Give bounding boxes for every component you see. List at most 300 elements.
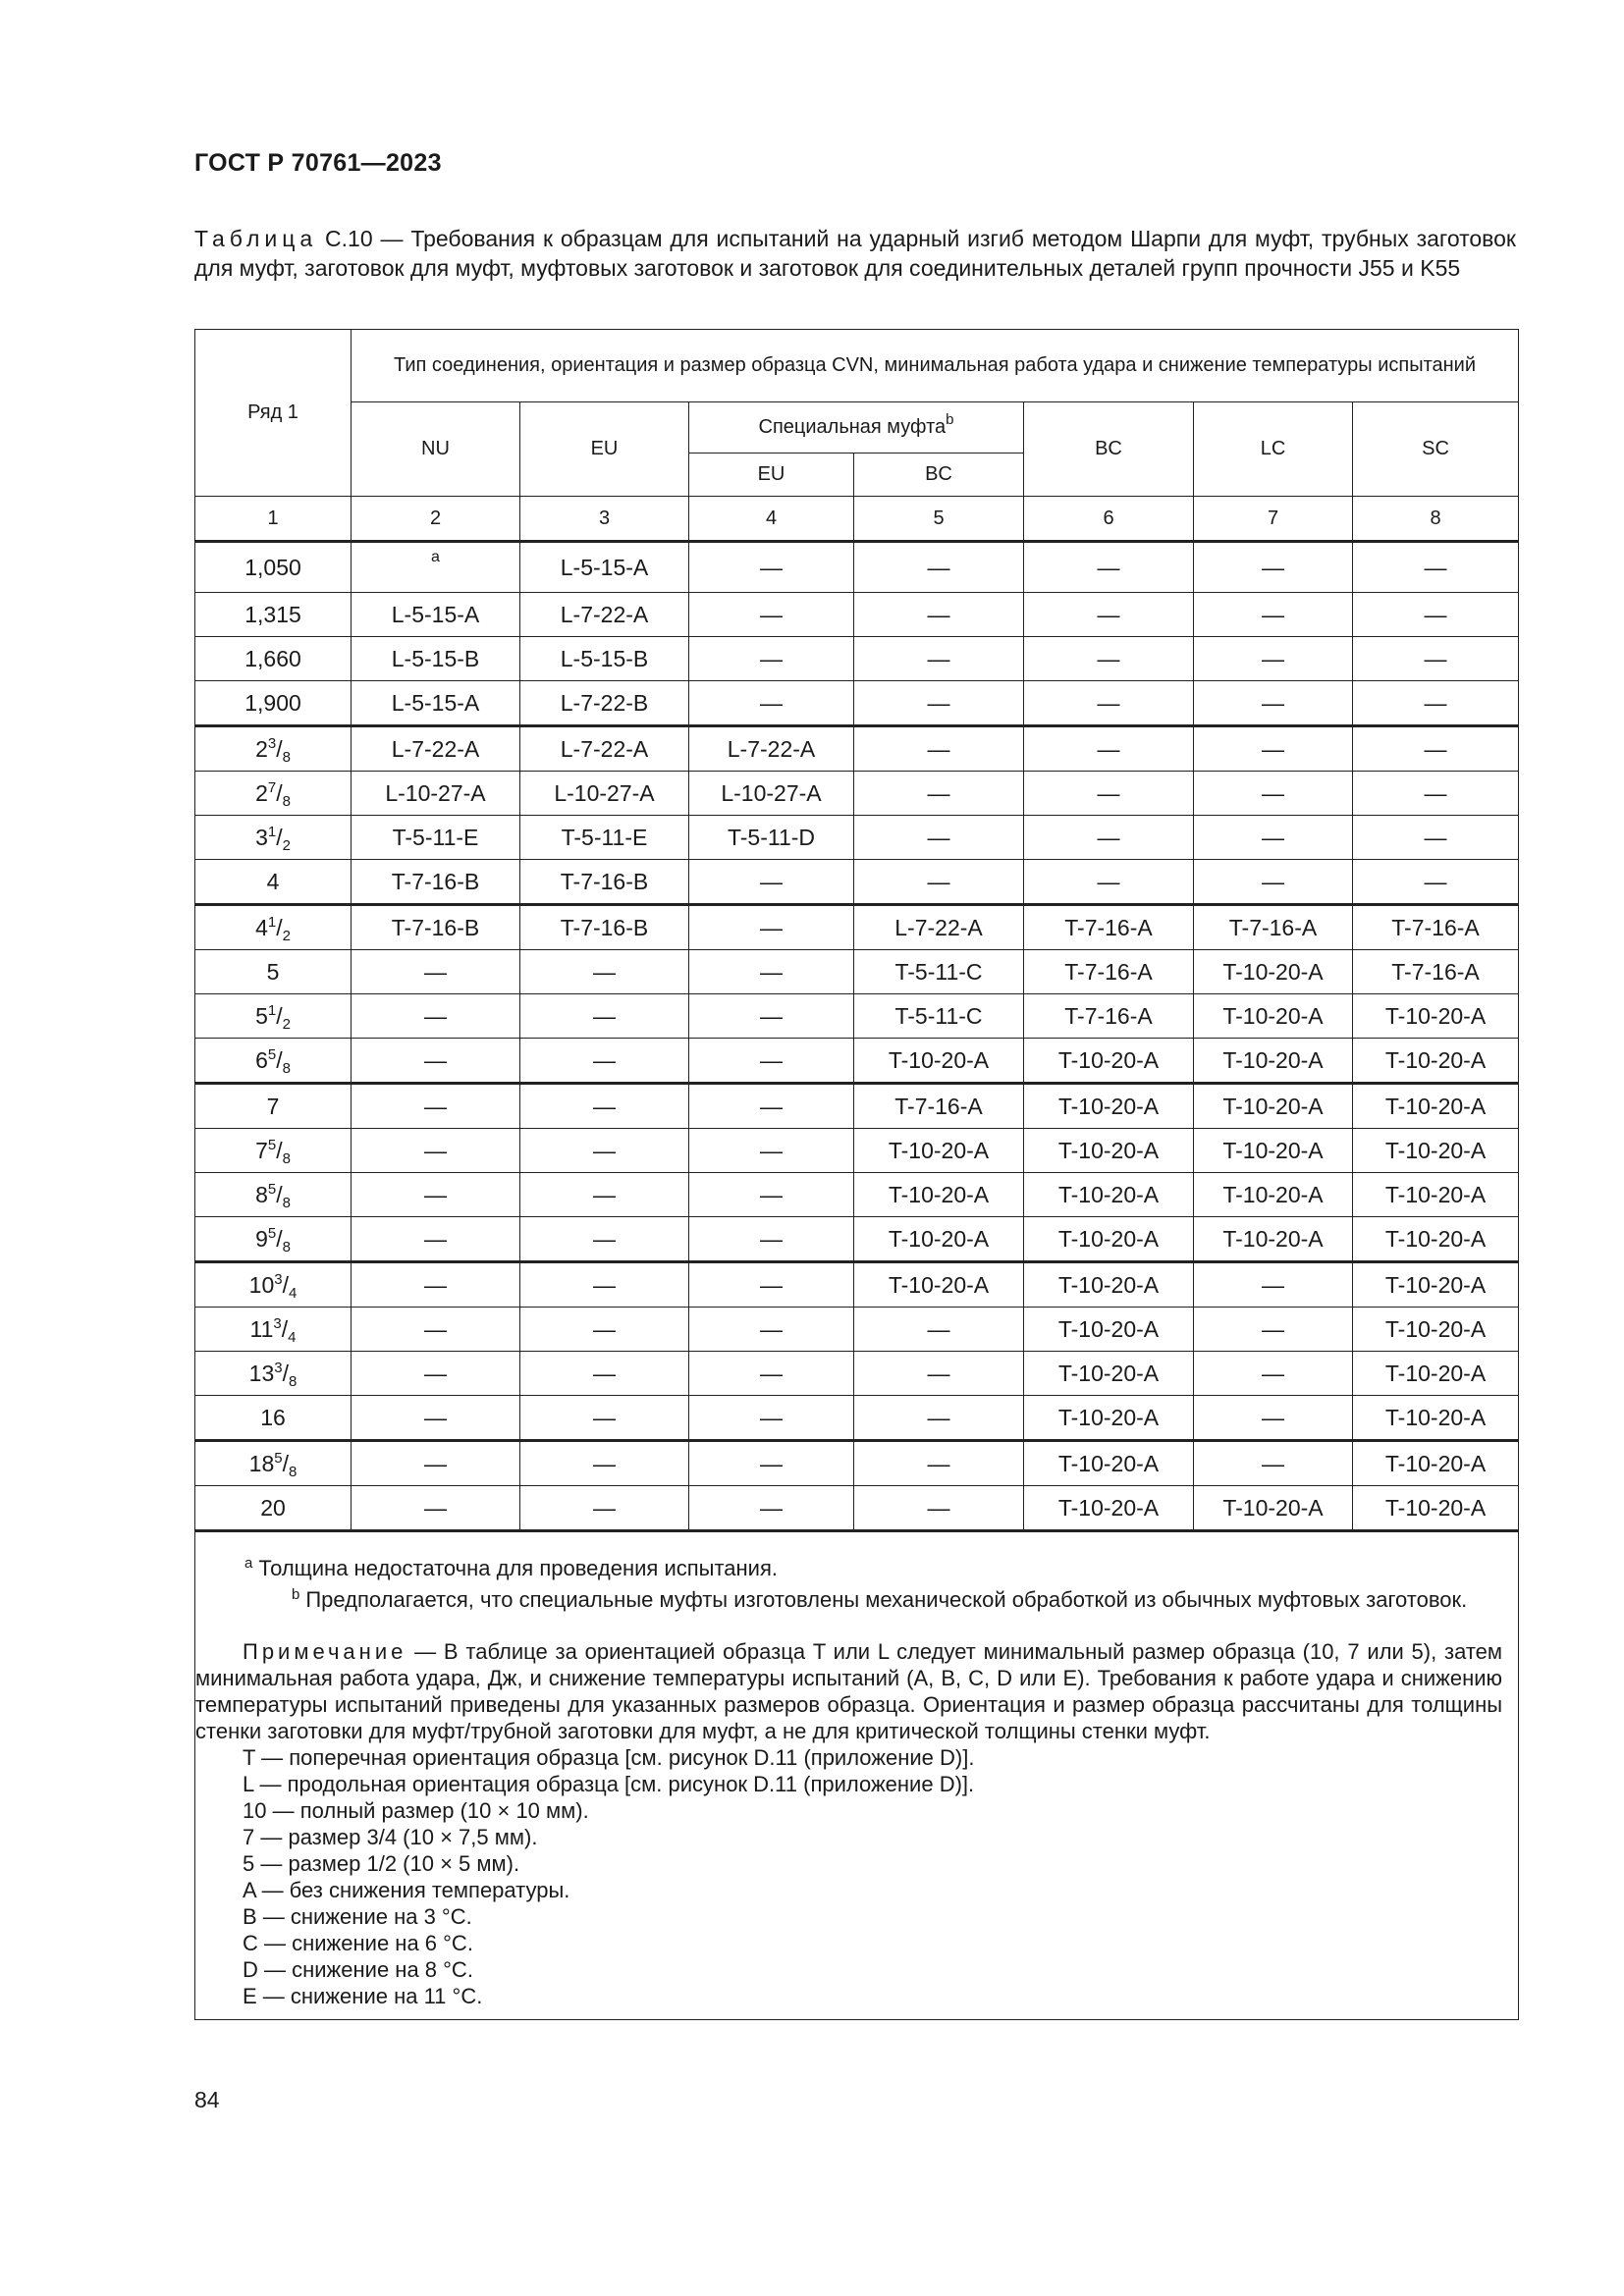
value-cell: — [854, 1308, 1024, 1352]
value-cell: L-7-22-A [689, 726, 854, 772]
column-number: 1 [195, 497, 352, 542]
value-cell: T-7-16-A [1024, 994, 1194, 1039]
col-header-nu: NU [352, 402, 520, 497]
size-whole: 4 [255, 914, 268, 940]
table-row [195, 860, 1519, 905]
requirements-table [194, 329, 1519, 2020]
table-row [195, 1173, 1519, 1217]
size-whole: 1,315 [244, 601, 301, 627]
legend-item: D — снижение на 8 °C. [243, 1957, 473, 1982]
col-header-special [689, 402, 1024, 454]
size-whole: 11 [249, 1315, 274, 1342]
value-cell: — [689, 1396, 854, 1441]
col-header-special-bc: BC [854, 454, 1024, 497]
value-cell: — [689, 1486, 854, 1531]
value-cell: — [1024, 637, 1194, 681]
table-row [195, 772, 1519, 816]
value-cell: L-5-15-A [520, 542, 689, 593]
table-row [195, 994, 1519, 1039]
value-cell: T-7-16-B [352, 905, 520, 950]
size-denominator: 8 [282, 748, 291, 766]
size-whole: 8 [255, 1181, 268, 1207]
value-cell: — [689, 1352, 854, 1396]
size-denominator: 8 [282, 1149, 291, 1167]
table-row [195, 1441, 1519, 1486]
value-cell: — [352, 1217, 520, 1262]
value-cell: T-10-20-A [854, 1173, 1024, 1217]
table-row [195, 1308, 1519, 1352]
value-cell: T-5-11-D [689, 816, 854, 860]
value-cell: T-5-11-E [520, 816, 689, 860]
value-cell: T-10-20-A [1024, 1486, 1194, 1531]
value-cell: T-10-20-A [1024, 1396, 1194, 1441]
size-cell [195, 1084, 352, 1129]
size-whole: 16 [260, 1404, 286, 1430]
size-cell [195, 772, 352, 816]
value-cell: — [1194, 1352, 1353, 1396]
size-cell [195, 542, 352, 593]
value-cell: — [854, 772, 1024, 816]
value-cell: T-10-20-A [1194, 1129, 1353, 1173]
value-cell: T-7-16-A [1194, 905, 1353, 950]
value-cell: — [854, 593, 1024, 637]
size-denominator: 8 [282, 1238, 291, 1255]
value-cell: — [1353, 593, 1519, 637]
value-cell: T-10-20-A [1024, 1039, 1194, 1084]
table-row [195, 905, 1519, 950]
value-cell: — [1024, 593, 1194, 637]
fraction-slash: / [282, 1450, 289, 1476]
size-numerator: 1 [267, 1001, 277, 1019]
special-label: Специальная муфта [758, 416, 947, 438]
value-cell: — [689, 1262, 854, 1308]
value-cell: — [520, 1129, 689, 1173]
size-whole: 5 [266, 958, 280, 985]
value-cell: — [1353, 860, 1519, 905]
size-numerator: 3 [274, 1359, 283, 1376]
legend-item: 5 — размер 1/2 (10 × 5 мм). [243, 1851, 520, 1876]
value-cell: — [1194, 772, 1353, 816]
table-row [195, 816, 1519, 860]
size-numerator: 5 [274, 1449, 283, 1467]
value-cell: — [689, 1441, 854, 1486]
size-whole: 3 [255, 824, 268, 850]
value-cell: T-10-20-A [1353, 1129, 1519, 1173]
value-cell: — [352, 1308, 520, 1352]
table-row [195, 950, 1519, 994]
value-cell: — [1194, 542, 1353, 593]
size-whole: 4 [266, 868, 280, 894]
col-header-lc: LC [1194, 402, 1353, 497]
value-cell: T-10-20-A [1024, 1262, 1194, 1308]
size-whole: 9 [255, 1225, 268, 1252]
value-cell: L-5-15-A [352, 593, 520, 637]
size-denominator: 2 [282, 836, 291, 854]
value-cell: — [520, 1441, 689, 1486]
value-cell: — [1194, 637, 1353, 681]
value-cell: L-7-22-A [520, 726, 689, 772]
page-number: 84 [194, 2087, 220, 2112]
legend-item: T — поперечная ориентация образца [см. рисунок D.11 (приложение D)]. [243, 1745, 975, 1770]
col-header-sc: SC [1353, 402, 1519, 497]
fraction-slash: / [282, 1360, 289, 1386]
size-cell [195, 1308, 352, 1352]
footnote-b-text: Предполагается, что специальные муфты изготовлены механической обработкой из обычных муфтовых заготовок. [305, 1587, 1468, 1612]
value-cell: — [854, 726, 1024, 772]
value-cell: T-10-20-A [1024, 1084, 1194, 1129]
col-header-special-eu: EU [689, 454, 854, 497]
value-cell: — [854, 1486, 1024, 1531]
size-cell [195, 1039, 352, 1084]
value-cell: — [520, 1039, 689, 1084]
value-cell: T-10-20-A [1024, 1173, 1194, 1217]
table-row [195, 726, 1519, 772]
value-cell: L-7-22-A [352, 726, 520, 772]
value-cell: T-10-20-A [1194, 1173, 1353, 1217]
size-whole: 5 [255, 1002, 268, 1029]
value-cell: T-10-20-A [1194, 950, 1353, 994]
value-cell: T-10-20-A [854, 1262, 1024, 1308]
value-cell: T-7-16-B [352, 860, 520, 905]
footnote-b-mark: b [292, 1586, 300, 1603]
value-cell: T-10-20-A [1024, 1441, 1194, 1486]
value-cell: — [520, 1217, 689, 1262]
value-cell: T-10-20-A [1194, 1217, 1353, 1262]
size-whole: 18 [248, 1450, 275, 1476]
table-caption [194, 224, 1516, 283]
size-numerator: 7 [267, 778, 277, 796]
value-cell: T-7-16-A [1024, 950, 1194, 994]
value-cell: — [520, 1352, 689, 1396]
value-cell: T-5-11-C [854, 950, 1024, 994]
value-cell: — [1194, 681, 1353, 726]
size-denominator: 8 [282, 1194, 291, 1211]
value-cell: — [1194, 1441, 1353, 1486]
value-cell: — [352, 1129, 520, 1173]
size-numerator: 3 [274, 1270, 283, 1288]
note-text: — В таблице за ориентацией образца T или L следует минимальный размер образца (10, 7 или 5), затем минимальная работа удара, Дж, и снижение температуры испытаний (A, B, C, D или E). Требования к работе удара и снижению температуры испытаний приведены для указанных размеров образца. Ориентация и размер образца рассчитаны для толщины стенки заготовки для муфт/трубной заготовки для муфт, а не для критической толщины стенки муфт. [195, 1639, 1503, 1743]
size-whole: 2 [255, 779, 268, 806]
value-cell: — [1024, 726, 1194, 772]
fraction-slash: / [276, 779, 283, 806]
legend-item: B — снижение на 3 °C. [243, 1904, 472, 1929]
table-row [195, 1486, 1519, 1531]
value-cell: — [1353, 542, 1519, 593]
footnote-a [243, 1550, 1502, 1581]
size-denominator: 4 [288, 1328, 297, 1346]
value-cell: T-5-11-E [352, 816, 520, 860]
value-cell: T-7-16-A [1353, 950, 1519, 994]
column-number: 7 [1194, 497, 1353, 542]
value-cell: — [689, 593, 854, 637]
value-cell: T-10-20-A [1353, 1396, 1519, 1441]
legend-list [243, 1744, 1502, 2009]
span-header-cell: Тип соединения, ориентация и размер образца CVN, минимальная работа удара и снижение температуры испытаний [352, 330, 1519, 402]
footnote-b [195, 1581, 1502, 1613]
special-footnote-mark: b [946, 411, 954, 428]
value-cell: T-10-20-A [1353, 1262, 1519, 1308]
value-cell: — [854, 542, 1024, 593]
value-cell: T-10-20-A [1024, 1129, 1194, 1173]
value-cell: L-5-15-A [352, 681, 520, 726]
value-cell: — [1024, 542, 1194, 593]
value-cell: — [1024, 681, 1194, 726]
legend-item: 7 — размер 3/4 (10 × 7,5 мм). [243, 1825, 538, 1849]
size-numerator: 5 [267, 1045, 277, 1063]
legend-item: L — продольная ориентация образца [см. рисунок D.11 (приложение D)]. [243, 1772, 975, 1796]
size-denominator: 2 [282, 927, 291, 944]
size-cell [195, 726, 352, 772]
size-whole: 7 [266, 1093, 280, 1119]
value-cell: L-7-22-A [854, 905, 1024, 950]
value-cell: — [1194, 860, 1353, 905]
value-cell: — [854, 1441, 1024, 1486]
value-cell: — [854, 816, 1024, 860]
fraction-slash: / [276, 1225, 283, 1252]
table-body [195, 542, 1519, 1531]
value-cell: — [352, 994, 520, 1039]
size-cell [195, 1352, 352, 1396]
size-whole: 13 [248, 1360, 275, 1386]
size-whole: 1,900 [244, 689, 301, 716]
value-cell: — [689, 1084, 854, 1129]
value-cell: — [1194, 1308, 1353, 1352]
size-denominator: 8 [282, 1059, 291, 1077]
value-cell: — [689, 1129, 854, 1173]
fraction-slash: / [281, 1315, 289, 1342]
value-cell: — [520, 994, 689, 1039]
value-cell: — [689, 1217, 854, 1262]
value-cell: — [352, 1396, 520, 1441]
size-cell [195, 860, 352, 905]
value-cell: L-10-27-A [520, 772, 689, 816]
value-cell: — [854, 637, 1024, 681]
size-denominator: 8 [288, 1463, 298, 1480]
table-row [195, 1217, 1519, 1262]
value-cell: — [1194, 1262, 1353, 1308]
value-cell: — [352, 1039, 520, 1084]
value-cell: — [689, 637, 854, 681]
table-footnotes [195, 1531, 1519, 2020]
size-numerator: 1 [267, 913, 277, 931]
value-cell: T-10-20-A [1353, 1486, 1519, 1531]
table-row [195, 1039, 1519, 1084]
value-cell: — [1024, 816, 1194, 860]
size-whole: 2 [255, 735, 268, 762]
value-cell: — [689, 542, 854, 593]
fraction-slash: / [276, 914, 283, 940]
value-cell: — [352, 1262, 520, 1308]
value-cell: — [520, 1173, 689, 1217]
size-denominator: 8 [282, 792, 291, 810]
value-cell: — [520, 1262, 689, 1308]
value-cell: T-7-16-A [854, 1084, 1024, 1129]
value-cell: T-10-20-A [1024, 1308, 1194, 1352]
value-cell: T-5-11-C [854, 994, 1024, 1039]
size-cell [195, 593, 352, 637]
size-whole: 1,050 [244, 554, 301, 580]
value-cell: T-10-20-A [1353, 1352, 1519, 1396]
value-cell: — [520, 1396, 689, 1441]
value-cell: T-7-16-B [520, 905, 689, 950]
value-cell: — [1353, 637, 1519, 681]
size-numerator: 5 [267, 1224, 277, 1242]
value-cell: L-5-15-B [352, 637, 520, 681]
legend-item: E — снижение на 11 °C. [243, 1984, 483, 2008]
column-number: 4 [689, 497, 854, 542]
value-cell: — [854, 1396, 1024, 1441]
value-cell: L-5-15-B [520, 637, 689, 681]
size-cell [195, 1173, 352, 1217]
value-cell: — [520, 1308, 689, 1352]
value-cell: T-7-16-A [1353, 905, 1519, 950]
size-cell [195, 1217, 352, 1262]
fraction-slash: / [276, 1002, 283, 1029]
value-cell: T-10-20-A [1353, 1217, 1519, 1262]
table-row [195, 542, 1519, 593]
size-cell [195, 1396, 352, 1441]
value-cell: T-10-20-A [1024, 1352, 1194, 1396]
value-cell: T-10-20-A [854, 1129, 1024, 1173]
col-header-eu: EU [520, 402, 689, 497]
value-cell: T-10-20-A [1194, 1486, 1353, 1531]
caption-text: С.10 — Требования к образцам для испытаний на ударный изгиб методом Шарпи для муфт, трубных заготовок для муфт, заготовок для муфт, муфтовых заготовок и заготовок для соединительных деталей групп прочности J55 и K55 [194, 226, 1516, 281]
value-cell: T-10-20-A [1024, 1217, 1194, 1262]
value-cell: — [1194, 1396, 1353, 1441]
fraction-slash: / [276, 1137, 283, 1163]
size-cell [195, 1262, 352, 1308]
value-cell: T-10-20-A [1194, 1084, 1353, 1129]
table-row [195, 1129, 1519, 1173]
caption-lead: Таблица [194, 226, 318, 251]
value-cell: T-10-20-A [1353, 1084, 1519, 1129]
value-cell: — [352, 1173, 520, 1217]
size-cell [195, 905, 352, 950]
column-number: 6 [1024, 497, 1194, 542]
value-cell: — [1194, 593, 1353, 637]
column-number: 2 [352, 497, 520, 542]
fraction-slash: / [276, 824, 283, 850]
row-header-cell: Ряд 1 [195, 330, 352, 497]
value-cell: — [854, 860, 1024, 905]
fraction-slash: / [276, 1181, 283, 1207]
size-cell [195, 1129, 352, 1173]
fraction-slash: / [276, 1046, 283, 1073]
size-cell [195, 994, 352, 1039]
legend-item: C — снижение на 6 °C. [243, 1931, 473, 1955]
col-header-bc: BC [1024, 402, 1194, 497]
value-cell: — [1194, 816, 1353, 860]
size-denominator: 4 [288, 1284, 298, 1302]
table-row [195, 1352, 1519, 1396]
size-whole: 20 [260, 1494, 286, 1521]
fraction-slash: / [282, 1271, 289, 1298]
value-cell: L-7-22-A [520, 593, 689, 637]
value-cell: T-7-16-A [1024, 905, 1194, 950]
value-cell: L-7-22-B [520, 681, 689, 726]
value-cell: T-10-20-A [854, 1217, 1024, 1262]
value-cell: — [1353, 816, 1519, 860]
size-whole: 10 [248, 1271, 275, 1298]
value-cell: — [689, 994, 854, 1039]
value-cell: — [352, 1352, 520, 1396]
size-cell [195, 1486, 352, 1531]
value-cell: L-10-27-A [352, 772, 520, 816]
value-cell: — [1353, 726, 1519, 772]
table-row [195, 593, 1519, 637]
value-cell: — [520, 950, 689, 994]
table-note [195, 1638, 1502, 1744]
value-cell: T-10-20-A [1353, 1308, 1519, 1352]
value-cell: a [352, 542, 520, 593]
size-cell [195, 637, 352, 681]
value-cell: — [352, 950, 520, 994]
size-cell [195, 950, 352, 994]
value-cell: — [689, 905, 854, 950]
value-cell: — [854, 1352, 1024, 1396]
legend-item: A — без снижения температуры. [243, 1878, 570, 1902]
value-cell: — [1353, 681, 1519, 726]
document-header: ГОСТ Р 70761—2023 [194, 149, 442, 177]
value-cell: — [689, 1308, 854, 1352]
legend-item: 10 — полный размер (10 × 10 мм). [243, 1798, 589, 1823]
note-lead: Примечание [243, 1639, 407, 1664]
column-number: 5 [854, 497, 1024, 542]
value-cell: — [1024, 860, 1194, 905]
size-cell [195, 681, 352, 726]
value-cell: T-10-20-A [1194, 1039, 1353, 1084]
value-cell: L-10-27-A [689, 772, 854, 816]
value-cell: — [689, 950, 854, 994]
value-cell: — [689, 681, 854, 726]
value-cell: — [1353, 772, 1519, 816]
size-numerator: 1 [267, 823, 277, 840]
size-cell [195, 816, 352, 860]
value-cell: T-10-20-A [1353, 1441, 1519, 1486]
value-cell: — [352, 1441, 520, 1486]
value-cell: T-10-20-A [1353, 1039, 1519, 1084]
size-numerator: 5 [267, 1136, 277, 1153]
size-whole: 7 [255, 1137, 268, 1163]
size-numerator: 3 [273, 1314, 282, 1332]
value-cell: — [689, 860, 854, 905]
column-number: 8 [1353, 497, 1519, 542]
value-cell: T-7-16-B [520, 860, 689, 905]
value-cell: — [1024, 772, 1194, 816]
size-cell [195, 1441, 352, 1486]
value-cell: — [1194, 726, 1353, 772]
value-cell: T-10-20-A [854, 1039, 1024, 1084]
column-number: 3 [520, 497, 689, 542]
value-cell: T-10-20-A [1194, 994, 1353, 1039]
value-cell: — [689, 1173, 854, 1217]
value-cell: T-10-20-A [1353, 1173, 1519, 1217]
size-whole: 1,660 [244, 645, 301, 671]
size-numerator: 3 [267, 734, 277, 752]
value-cell: — [520, 1486, 689, 1531]
value-cell: — [520, 1084, 689, 1129]
size-denominator: 2 [282, 1015, 291, 1033]
size-denominator: 8 [288, 1372, 298, 1390]
value-cell: T-10-20-A [1353, 994, 1519, 1039]
value-cell: — [352, 1084, 520, 1129]
table-row [195, 681, 1519, 726]
table-row [195, 1396, 1519, 1441]
table-row [195, 1084, 1519, 1129]
size-numerator: 5 [267, 1180, 277, 1198]
value-cell: — [352, 1486, 520, 1531]
table-row [195, 1262, 1519, 1308]
